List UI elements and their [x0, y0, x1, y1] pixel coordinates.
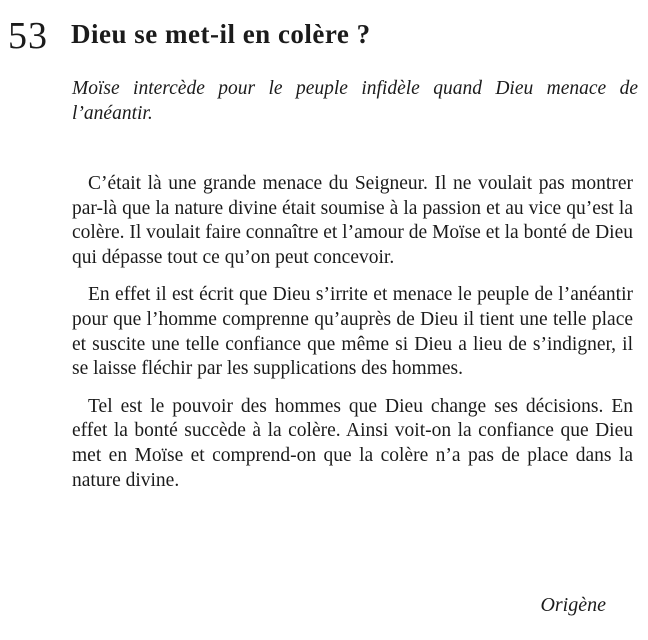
author-signature: Origène: [540, 594, 606, 616]
chapter-number: 53: [8, 15, 48, 57]
paragraph-1: C’était là une grande menace du Seigneur. Il ne voulait pas montrer par-là que la nature divine était soumise à la passion et au vice qu’est la colère. Il voulait faire connaître et l’amour de Moïse et la bonté de Dieu qui dépasse tout ce qu’on peut concevoir.: [72, 173, 633, 268]
chapter-header: [8, 10, 638, 64]
body-text: [72, 172, 633, 506]
chapter-title: Dieu se met-il en colère ?: [71, 19, 371, 49]
paragraph-2: En effet il est écrit que Dieu s’irrite et menace le peuple de l’anéantir pour que l’homme comprenne qu’auprès de Dieu il tient une telle place et suscite une telle confiance que même si Dieu a lieu de s’indigner, il se laisse fléchir par les supplications des hommes.: [72, 284, 633, 380]
chapter-subtitle: Moïse intercède pour le peuple infidèle quand Dieu menace de l’anéantir.: [72, 78, 638, 124]
paragraph-3: Tel est le pouvoir des hommes que Dieu change ses décisions. En effet la bonté succède à la colère. Ainsi voit-on la confiance que Dieu met en Moïse et comprend-on que la colère n’a pas de place dans la nature divine.: [72, 395, 633, 491]
